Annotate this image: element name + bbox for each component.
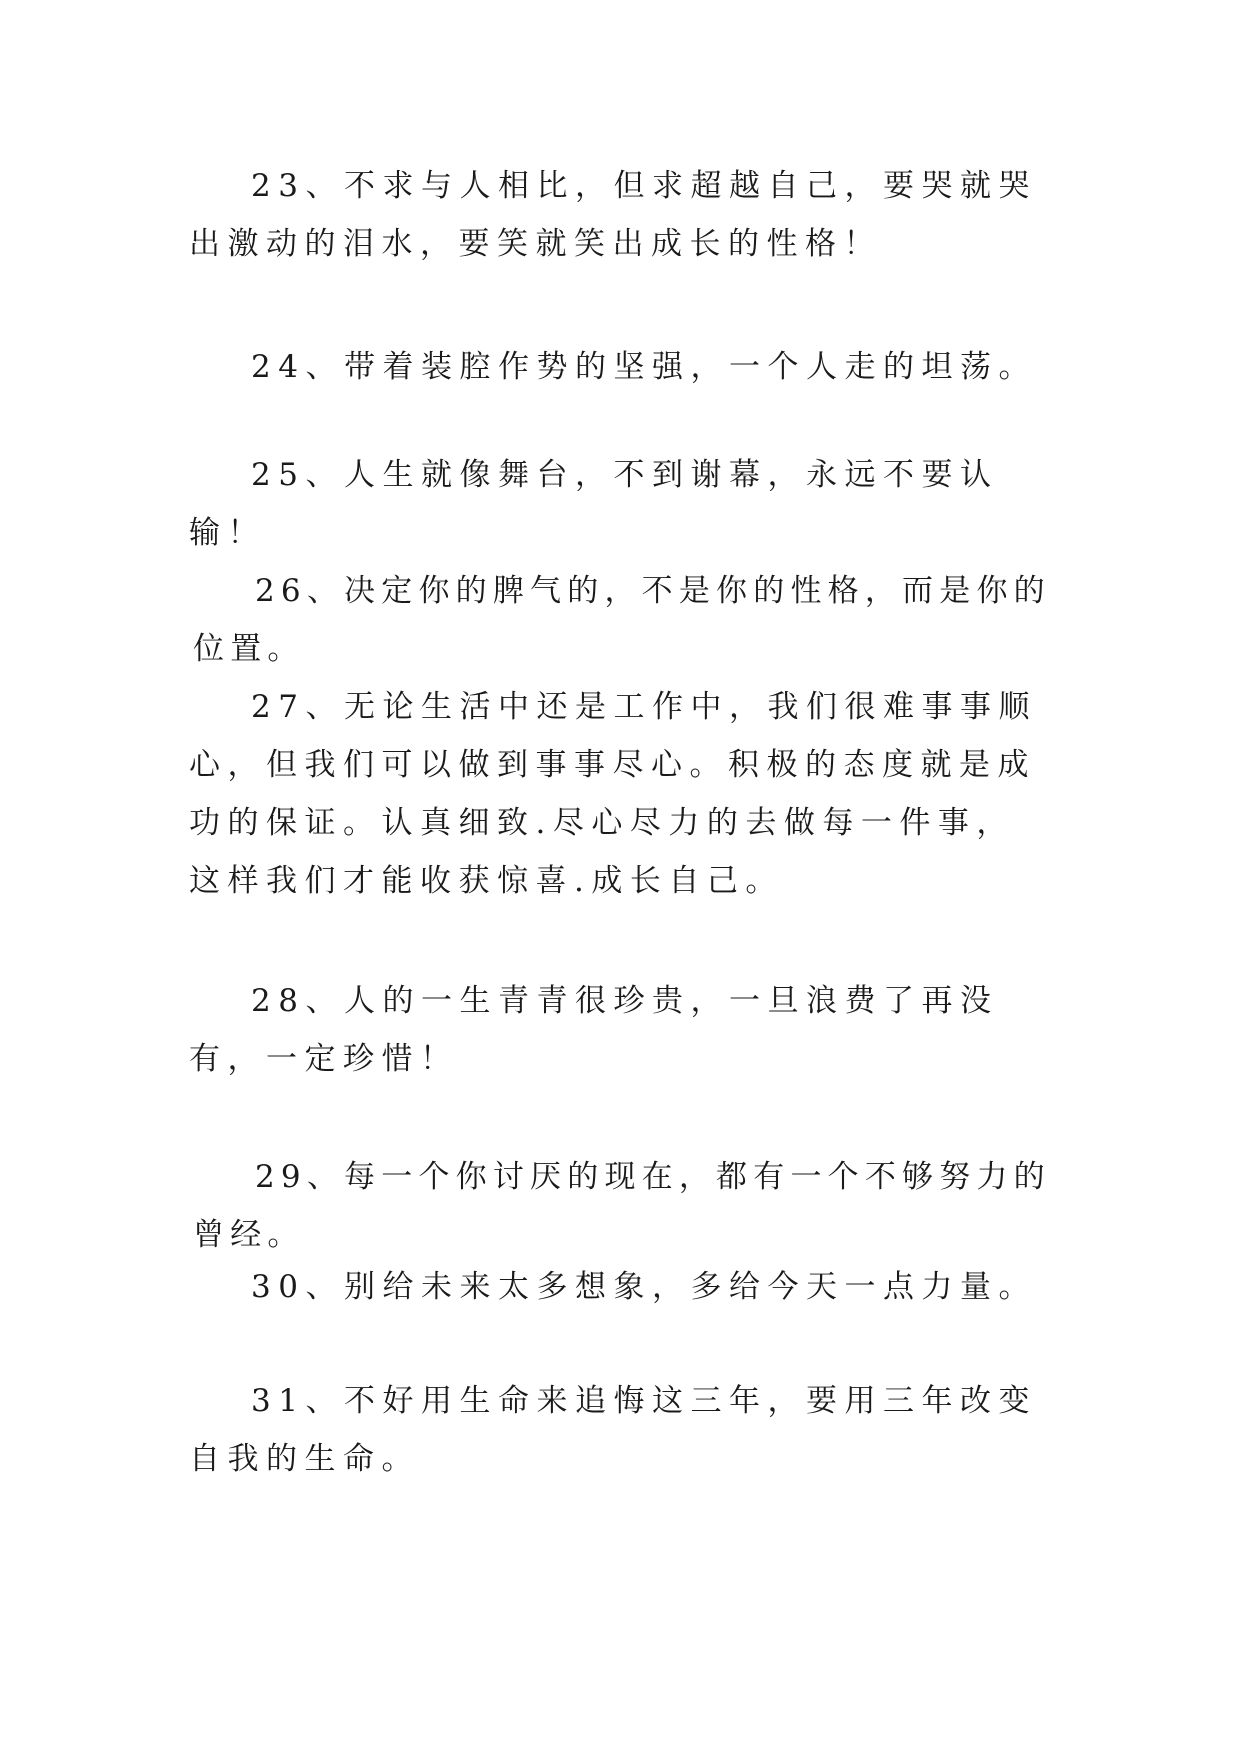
paragraph-31: 31、不好用生命来追悔这三年，要用三年改变自我的生命。 bbox=[189, 1383, 1037, 1477]
paragraph-28: 28、人的一生青青很珍贵，一旦浪费了再没有，一定珍惜！ bbox=[189, 983, 999, 1077]
paragraph-26: 26、决定你的脾气的，不是你的性格，而是你的位置。 bbox=[193, 573, 1051, 667]
paragraph-24: 24、带着装腔作势的坚强，一个人走的坦荡。 bbox=[251, 349, 1037, 385]
paragraph-30: 30、别给未来太多想象，多给今天一点力量。 bbox=[251, 1269, 1037, 1305]
paragraph-25: 25、人生就像舞台，不到谢幕，永远不要认输！ bbox=[189, 457, 999, 551]
paragraph-23: 23、不求与人相比，但求超越自己，要哭就哭出激动的泪水，要笑就笑出成长的性格！ bbox=[189, 168, 1037, 262]
paragraph-27: 27、无论生活中还是工作中，我们很难事事顺心，但我们可以做到事事尽心。积极的态度就是成功的保证。认真细致.尽心尽力的去做每一件事，这样我们才能收获惊喜.成长自己。 bbox=[189, 689, 1037, 899]
paragraph-29: 29、每一个你讨厌的现在，都有一个不够努力的曾经。 bbox=[193, 1159, 1051, 1253]
